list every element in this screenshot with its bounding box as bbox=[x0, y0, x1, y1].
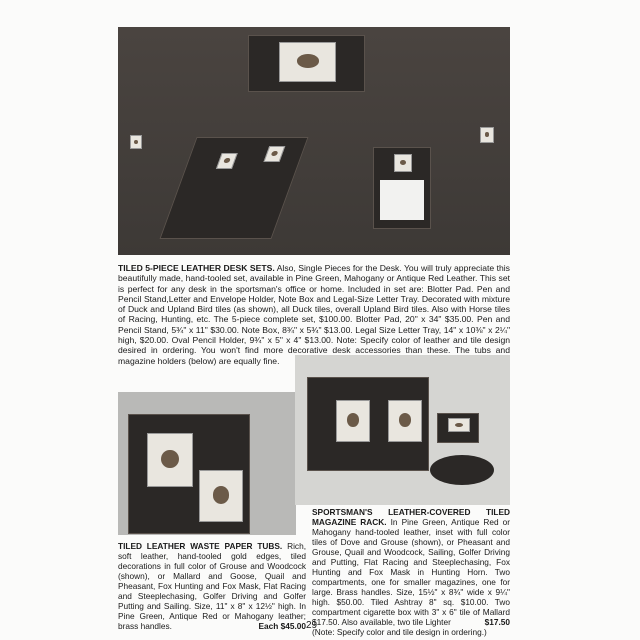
waste-tubs-body: Rich, soft leather, hand-tooled gold edges, tiled decorations in full color of Grouse and Woodcock (shown), or Mallard and Goose, Quail and Pheasant, Fox Hunting and Fox Mask, Flat Racing and Steeplechasing, Golfer Driving and Golfer Putting and Sailing. Size, 11" x 8" x 12½" high. In Pine Green, Antique Red or Mahogany leather; brass handles. bbox=[118, 541, 306, 631]
letter-tray bbox=[159, 137, 308, 239]
waste-tubs-description bbox=[118, 541, 306, 631]
magazine-rack-photo bbox=[295, 355, 510, 505]
wall-tile bbox=[480, 127, 494, 143]
waste-tubs-price: Each $45.00 bbox=[258, 621, 306, 631]
note-box bbox=[373, 147, 431, 229]
magazine-rack-body: In Pine Green, Antique Red or Mahogany hand-tooled leather, inset with full color tiles of Dove and Grouse (shown), or Pheasant and Grouse, Quail and Woodcock, Sailing, Golfer Driving and Putting, Flat Racing and Steeplechasing, Fox Hunting and Fox Mask in Hunting Horn. Two compartments, one for smaller magazines, one for large. Brass handles. Size, 15½" x 8¾" wide x 9¼" high. $50.00. Tiled Ashtray 8" sq. $10.00. Two compartment cigarette box with 3" x 6" tile of Mallard $17.50. Also available, two tile Lighter bbox=[312, 517, 510, 627]
page-number: 29 bbox=[306, 620, 318, 631]
magazine-rack-heading: SPORTSMAN'S LEATHER-COVERED TILED MAGAZINE RACK. bbox=[312, 507, 510, 527]
ashtray bbox=[430, 455, 494, 485]
lighter-price: $17.50 bbox=[484, 617, 510, 627]
desk-sets-description bbox=[118, 263, 510, 366]
magazine-rack-description bbox=[312, 507, 510, 637]
waste-tub-photo bbox=[118, 392, 296, 535]
waste-tub bbox=[128, 414, 250, 534]
desk-set-photo bbox=[118, 27, 510, 255]
desk-sets-body: Also, Single Pieces for the Desk. You will truly appreciate this beautifully made, hand-tooled set, available in Pine Green, Mahogany or Antique Red Leather. This set is perfect for any desk in the sportsman's office or home. Included in set are: Blotter Pad. Pen and Pencil Stand,Letter and Envelope Holder, Note Box and Legal-Size Letter Tray. Decorated with mixture of Duck and Upland Bird tiles (as shown), all Duck tiles, overall Upland Bird tiles. Also with Horse tiles of Racing, Hunting, etc. The 5-piece complete set, $100.00. Blotter Pad, 20" x 34" $35.00. Pen and Pencil Stand, 5¾" x 11" $30.00. Note Box, 8¾" x 5¾" $13.00. Legal Size Letter Tray, 14" x 10⅜" x 2¼" high, $20.00. Oval Pencil Holder, 9¾" x 5" x 4" $13.00. Note: Specify color of leather and tile design desired in ordering. You won't find more decorative desk accessories than these. The tubs and magazine holders (below) are equally fine. bbox=[118, 263, 510, 366]
desk-sets-heading: TILED 5-PIECE LEATHER DESK SETS. bbox=[118, 263, 275, 273]
wall-tile bbox=[130, 135, 142, 149]
magazine-rack bbox=[307, 377, 429, 471]
blotter-pad bbox=[248, 35, 365, 92]
cigarette-box bbox=[437, 413, 479, 443]
waste-tubs-heading: TILED LEATHER WASTE PAPER TUBS. bbox=[118, 541, 283, 551]
magazine-rack-note: (Note: Specify color and tile design in ordering.) bbox=[312, 627, 487, 637]
